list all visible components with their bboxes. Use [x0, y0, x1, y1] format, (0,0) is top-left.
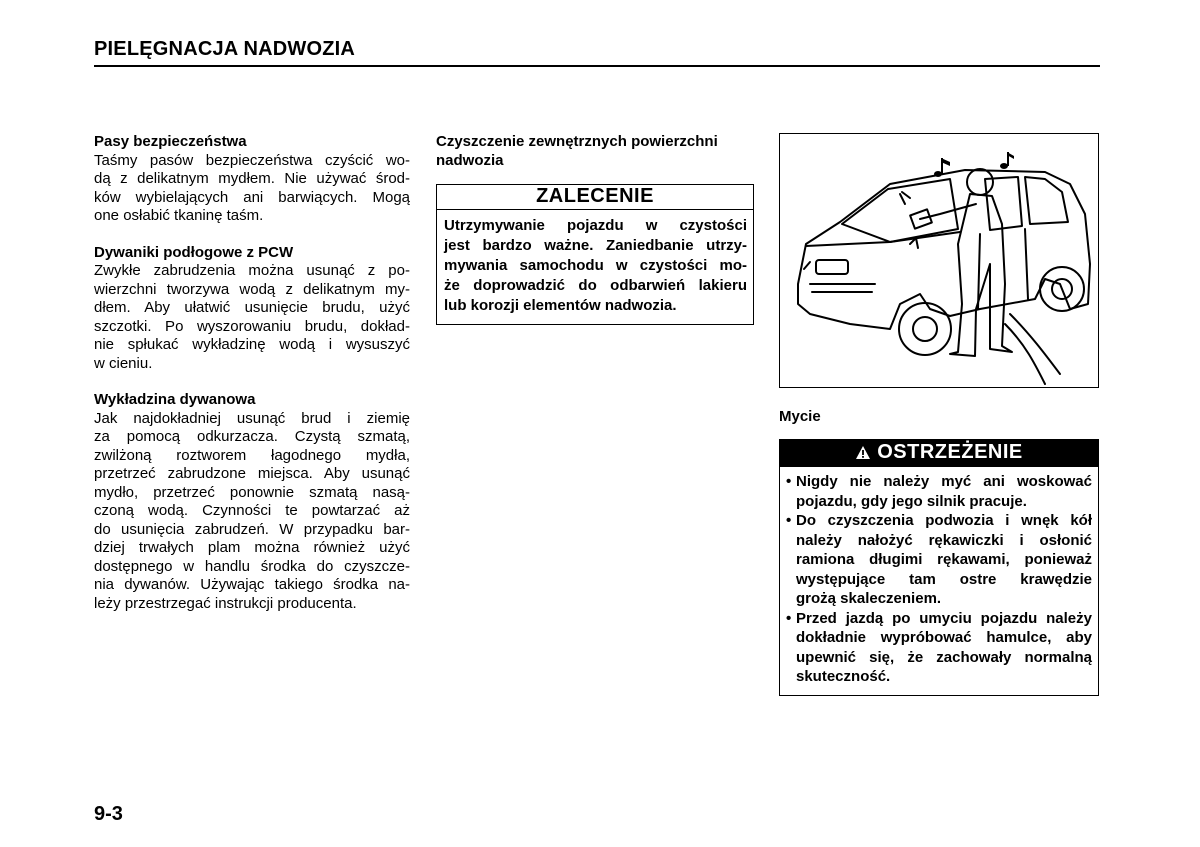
section-title: Dywaniki podłogowe z PCW [94, 243, 294, 261]
column-right [779, 133, 1099, 696]
text-line: należy nałożyć rękawiczki i osłonić [796, 531, 1092, 549]
bullet-dot: • [786, 609, 792, 627]
text-line: dłem. Aby ułatwić usunięcie brudu, użyć [94, 299, 410, 316]
column-middle [436, 133, 754, 325]
text-line: przetrzeć zabrudzone miejsca. Aby usunąć [94, 465, 410, 482]
text-line: dą z delikatnym mydłem. Nie używać środ- [94, 170, 410, 187]
text-line: one osłabić tkaninę taśm. [94, 207, 264, 224]
text-line: leży przestrzegać instrukcji producenta. [94, 594, 357, 612]
text-line: Jak najdokładniej usunąć brud i ziemię [94, 409, 410, 427]
text-line: ków wybielających ani barwiących. Mogą [94, 188, 410, 206]
text-line: Taśmy pasów bezpieczeństwa czyścić wo- [94, 151, 410, 169]
header-rule [94, 65, 1100, 67]
section-carpet [94, 391, 410, 613]
page-number: 9-3 [94, 803, 123, 825]
section-pvc-mats [94, 244, 410, 374]
text-line: nia dywanów. Używając takiego środka na- [94, 576, 410, 593]
section-title: Wykładzina dywanowa [94, 391, 256, 408]
text-line: do usunięcia zabrudzeń. W przypadku bar- [94, 520, 410, 538]
text-line: grożą skaleczeniem. [796, 590, 942, 607]
text-line: szczotki. Po wyszorowaniu brudu, dokład- [94, 317, 410, 335]
column-left [94, 133, 410, 631]
bullet-dot: • [786, 512, 792, 529]
text-line: Przed jazdą po umyciu pojazdu należy [796, 609, 1092, 627]
text-line: zwilżoną roztworem łagodnego mydła, [94, 446, 410, 464]
text-line: Zwykłe zabrudzenia można usunąć z po- [94, 262, 410, 279]
text-line: mydło, przetrzeć ponownie szmatą nasą- [94, 483, 410, 501]
warning-triangle-icon [855, 445, 871, 464]
text-line: że doprowadzić do odbarwień lakieru [444, 276, 747, 294]
recommendation-body [437, 210, 753, 324]
title-line: Czyszczenie zewnętrznych powierzchni [436, 133, 718, 150]
text-line: występujące tam ostre krawędzie [796, 570, 1092, 588]
warning-heading-text: OSTRZEŻENIE [877, 440, 1023, 463]
section-title-exterior [436, 133, 754, 170]
text-line: w cieniu. [94, 354, 153, 372]
figure-caption: Mycie [779, 408, 821, 425]
text-line: Utrzymywanie pojazdu w czystości [444, 216, 747, 234]
car-washing-illustration [779, 133, 1099, 388]
text-line: Do czyszczenia podwozia i wnęk kół [796, 512, 1092, 529]
text-line: lub korozji elementów nadwozia. [444, 296, 677, 314]
text-line: skuteczność. [796, 668, 891, 685]
section-title: Pasy bezpieczeństwa [94, 133, 247, 150]
text-line: jest bardzo ważne. Zaniedbanie utrzy- [444, 236, 747, 254]
text-line: dostępnego w handlu środka do czyszcze- [94, 557, 410, 575]
recommendation-box [436, 184, 754, 325]
warning-bullet [786, 472, 1092, 511]
text-line: ramiona długimi rękawami, ponieważ [796, 551, 1092, 568]
text-line: Nigdy nie należy myć ani woskować [796, 473, 1092, 490]
text-line: upewnić się, że zachowały normalną [796, 648, 1092, 666]
text-line: nie spłukać wykładzinę wodą i wysuszyć [94, 336, 410, 353]
text-line: pojazdu, gdy jego silnik pracuje. [796, 492, 1027, 510]
text-line: dziej trwałych plam można również użyć [94, 539, 410, 556]
text-line: czoną wodą. Czynności te powtarzać aż [94, 502, 410, 519]
warning-bullet [786, 511, 1092, 609]
text-line: za pomocą odkurzacza. Czystą szmatą, [94, 428, 410, 445]
text-line: wierzchni tworzywa wodą z delikatnym my- [94, 280, 410, 298]
warning-bullet [786, 609, 1092, 687]
section-seat-belts [94, 133, 410, 226]
car-washing-icon [780, 134, 1098, 387]
text-line: mywania samochodu w czystości mo- [444, 256, 747, 274]
warning-body [780, 467, 1098, 695]
title-line: nadwozia [436, 151, 504, 169]
page-header-title: PIELĘGNACJA NADWOZIA [94, 38, 356, 60]
warning-box [779, 439, 1099, 696]
recommendation-heading: ZALECENIE [437, 185, 753, 210]
text-line: dokładnie wypróbować hamulce, aby [796, 629, 1092, 646]
warning-heading [780, 440, 1098, 468]
bullet-dot: • [786, 473, 792, 490]
